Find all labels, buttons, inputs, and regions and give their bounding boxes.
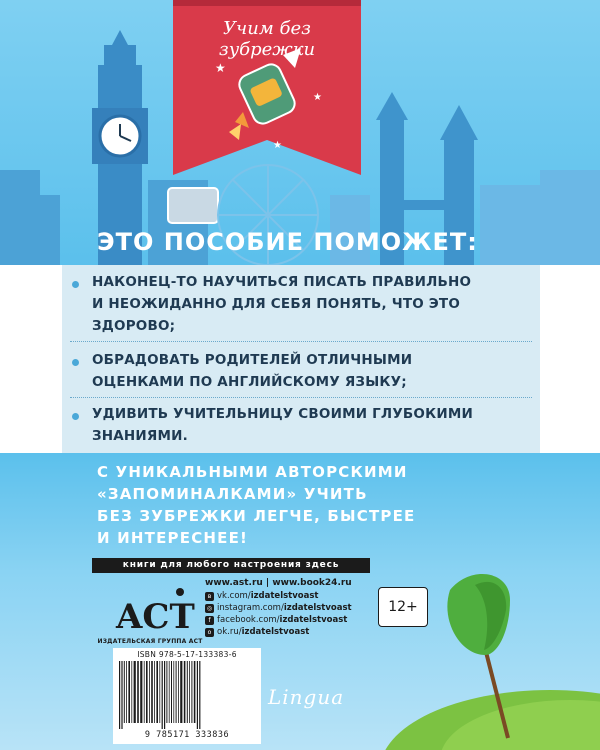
barcode-panel — [113, 648, 261, 744]
svg-text:★: ★ — [313, 92, 322, 103]
social-link-text: instagram.com/izdatelstvoast — [217, 603, 352, 613]
svg-text:ACT: ACT — [116, 597, 195, 637]
bullet-icon — [72, 281, 79, 288]
barcode-icon — [117, 661, 257, 729]
isbn-label: ISBN 978-5-17-133383-6 — [137, 650, 237, 659]
barcode-bar — [144, 661, 145, 723]
barcode-bar — [189, 661, 190, 723]
benefit-text: ОБРАДОВАТЬ РОДИТЕЛЕЙ ОТЛИЧНЫМИ ОЦЕНКАМИ ПО АНГЛИЙСКОМУ ЯЗЫКУ; — [92, 352, 413, 390]
svg-text:★: ★ — [215, 61, 226, 75]
odnoklassniki-icon: o — [205, 628, 214, 637]
barcode-bar — [137, 661, 139, 723]
series-title: Учим без зубрежки — [218, 18, 316, 60]
age-rating-badge: 12+ — [378, 587, 428, 627]
divider — [70, 397, 532, 398]
barcode-bar — [146, 661, 148, 723]
divider — [70, 341, 532, 342]
tagline-banner: книги для любого настроения здесь — [92, 558, 370, 573]
barcode-guard-bar — [199, 661, 200, 729]
barcode-guard-bar — [121, 661, 122, 729]
barcode-bar — [187, 661, 188, 723]
imprint-logo: Lingua — [268, 685, 345, 709]
barcode-bar — [176, 661, 177, 723]
barcode-guard-bar — [119, 661, 120, 729]
benefit-text: НАКОНЕЦ-ТО НАУЧИТЬСЯ ПИСАТЬ ПРАВИЛЬНО И НЕОЖИДАННО ДЛЯ СЕБЯ ПОНЯТЬ, ЧТО ЭТО ЗДОРОВО; — [92, 274, 472, 334]
instagram-icon: ◎ — [206, 605, 213, 612]
barcode-number: 9 785171 333836 — [144, 730, 230, 740]
publisher-caption: ИЗДАТЕЛЬСКАЯ ГРУППА АСТ — [97, 638, 203, 645]
barcode-bar — [178, 661, 179, 723]
barcode-bar — [154, 661, 155, 723]
barcode-bar — [191, 661, 192, 723]
barcode-bar — [194, 661, 196, 723]
barcode-guard-bar — [162, 661, 163, 729]
website-links[interactable]: www.ast.ru | www.book24.ru — [205, 578, 352, 588]
phone-booth-icon — [168, 188, 218, 223]
social-link-text: facebook.com/izdatelstvoast — [217, 615, 348, 625]
barcode-bar — [151, 661, 153, 723]
barcode-bar — [169, 661, 170, 723]
barcode-bar — [134, 661, 136, 723]
barcode-guard-bar — [164, 661, 165, 729]
barcode-bar — [171, 661, 172, 723]
tree-illustration — [380, 560, 600, 750]
barcode-bar — [173, 661, 174, 723]
barcode-bar — [149, 661, 150, 723]
barcode-bar — [124, 661, 125, 723]
vk-icon: в — [205, 592, 214, 601]
social-link-text: vk.com/izdatelstvoast — [217, 591, 319, 601]
promo-text: С УНИКАЛЬНЫМИ АВТОРСКИМИ «ЗАПОМИНАЛКАМИ» УЧИТЬ БЕЗ ЗУБРЕЖКИ ЛЕГЧЕ, БЫСТРЕЕ И ИНТЕРЕСНЕЕ! — [97, 463, 416, 547]
barcode-bar — [166, 661, 167, 723]
headline: ЭТО ПОСОБИЕ ПОМОЖЕТ: — [97, 228, 478, 256]
barcode-bar — [184, 661, 186, 723]
svg-text:★: ★ — [273, 140, 282, 151]
barcode-bar — [131, 661, 132, 723]
barcode-bar — [156, 661, 158, 723]
barcode-bar — [180, 661, 182, 723]
barcode-bar — [159, 661, 160, 723]
facebook-icon: f — [205, 616, 214, 625]
benefits-box — [62, 265, 540, 453]
benefit-text: УДИВИТЬ УЧИТЕЛЬНИЦУ СВОИМИ ГЛУБОКИМИ ЗНАНИЯМИ. — [92, 406, 473, 444]
bullet-icon — [72, 359, 79, 366]
social-link-text: ok.ru/izdatelstvoast — [217, 627, 310, 637]
barcode-guard-bar — [197, 661, 198, 729]
barcode-bar — [128, 661, 130, 723]
barcode-bar — [126, 661, 127, 723]
bullet-icon — [72, 413, 79, 420]
barcode-bar — [140, 661, 142, 723]
ast-logo — [106, 578, 198, 643]
